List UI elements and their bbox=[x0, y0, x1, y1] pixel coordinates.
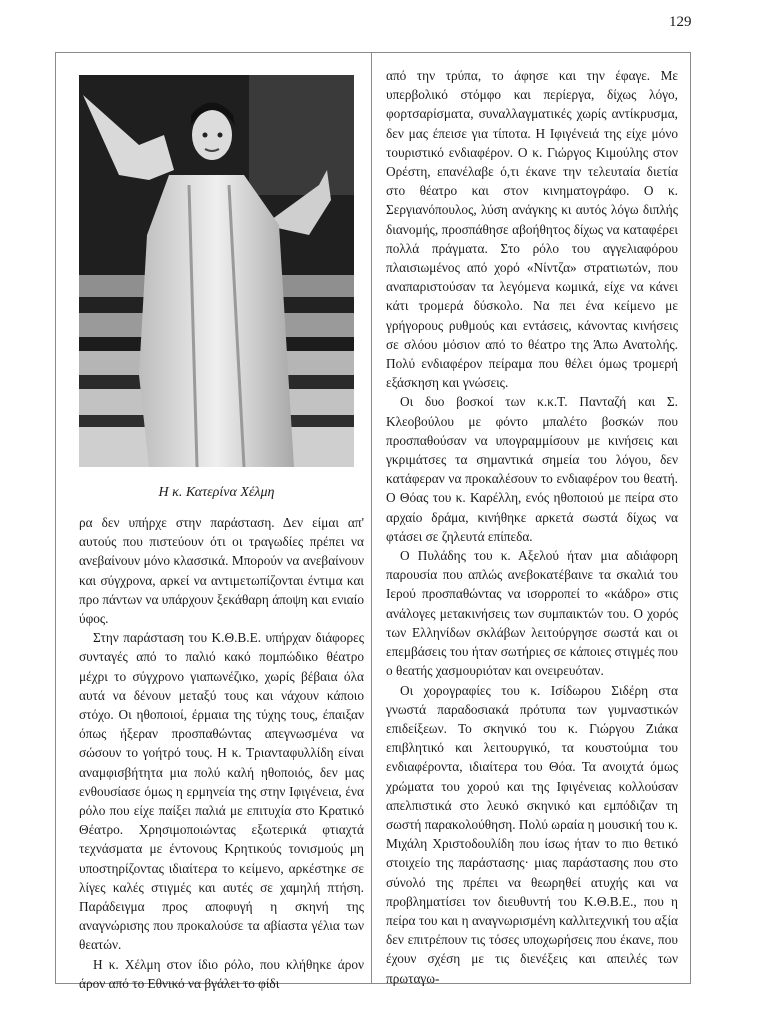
paragraph: Η κ. Χέλμη στον ίδιο ρόλο, που κλήθηκε άρον άρον από το Εθνικό να βγάλει το φίδι bbox=[79, 956, 364, 991]
paragraph: Ο Πυλάδης του κ. Αξελού ήταν μια αδιάφορη παρουσία που απλώς ανεβοκατέβαινε τα σκαλιά του Ιερού προσπαθώντας να ισορροπεί το «κάδρο» στις ανάλογες μετακινήσεις των συμπαικτών του. Ο χορός των Ελληνίδων σκλάβων λειτούργησε σωστά και οι επεμβάσεις του ήταν σωτήριες σε κάποιες στιγμές που ο θεατής χασμουριόταν και ονειρευόταν. bbox=[386, 548, 678, 679]
left-column bbox=[79, 513, 364, 993]
right-column bbox=[386, 66, 678, 988]
photo-caption: Η κ. Κατερίνα Χέλμη bbox=[158, 485, 275, 500]
paragraph: από την τρύπα, το άφησε και την έφαγε. Με υπερβολικό στόμφο και περίεργα, δίχως λόγο, φορτσαρίσματα, συναλλαγματικές χωρίς αντίκρυσμα, δεν μας έπεισε για τίποτα. Η Ιφιγένειά της είχε μόνο τουριστικό ενδιαφέρον. Ο κ. Γιώργος Κιμούλης στον Ορέστη, επανέλαβε ό,τι έκανε την τελευταία διετία στο θέατρο και στον κινηματογράφο. Ο κ. Σεργιανόπουλος, λύση ανάγκης κι αυτός λόγω διπλής διανομής, προσπάθησε αβοήθητος δίχως να καταφέρει πολλά πράγματα. Στο ρόλο του αγγελιαφόρου πλαισιωμένος από χορό «Νίντζα» στρατιωτών, που αναπαριστούσαν τα λεγόμενα κωμικά, είχε να κάνει κάτι τρομερά δύσκολο. Να πει ένα κείμενο με γρήγορους ρυθμούς και εντάσεις, κάνοντας κινήσεις σε σλόου μόσιον από το θέατρο της Άπω Ανατολής. Πολύ ενδιαφέρον πείραμα που θέλει όμως τρομερή εξάσκηση και γνώσεις. bbox=[386, 68, 678, 391]
actress-photo bbox=[79, 75, 354, 467]
paragraph: Οι δυο βοσκοί των κ.κ.Τ. Πανταζή και Σ. Κλεοβούλου με φόντο μπαλέτο βοσκών που προσπαθούσαν να υπογραμμίσουν με κινήσεις και γκριμάτσες τα σημαντικά σημεία του λόγου, δεν κατάφεραν να προκαλέσουν το ενδιαφέρον του θεατή. Ο Θόας του κ. Καρέλλη, ενός ηθοποιού με πείρα στο αρχαίο δράμα, κινήθηκε αρκετά σωστά δίχως να φτάσει σε ζηλευτά επίπεδα. bbox=[386, 394, 678, 544]
paragraph: Στην παράσταση του Κ.Θ.Β.Ε. υπήρχαν διάφορες συνταγές από το παλιό κακό πομπώδικο θέατρο μέχρι το σύγχρονο γιαπωνέζικο, χωρίς βέβαια όλα αυτά να δένουν μεταξύ τους και νάχουν κάποιο στόχο. Οι ηθοποιοί, έρμαια της τύχης τους, έπαιξαν όπως ήξεραν προσπαθώντας απεγνωσμένα να σώσουν το γοήτρό τους. Η κ. Τριανταφυλλίδη είναι αναμφισβήτητα μια πολύ καλή ηθοποιός, δεν μας ενθουσίασε όμως η ερμηνεία της στην Ιφιγένεια, ένα ρόλο που είχε παίξει παλιά με επιτυχία στο Κρατικό Θέατρο. Χρησιμοποιώντας εξωτερικά φτιαχτά τεχνάσματα με έντονους Κρητικούς τονισμούς μη υποστηρίζοντας ιδιαίτερα το κείμενο, αρκέστηκε σε λίγες καλές στιγμές και αυτές σε χαμηλή πτήση. Παράδειγμα προς αποφυγή η σκηνή της αναγνώρισης που προκαλούσε τα αβίαστα γέλια των θεατών. bbox=[79, 630, 364, 953]
page-number: 129 bbox=[669, 14, 692, 30]
paragraph: ρα δεν υπήρχε στην παράσταση. Δεν είμαι απ' αυτούς που πιστεύουν ότι οι τραγωδίες πρέπει να ανεβαίνουν μόνο κλασσικά. Μπορούν να ανεβαίνουν και σύγχρονα, αρκεί να αντιμετωπίζονται έντιμα και προ πάντων να υπάρχουν ξεκάθαρη άποψη και ενιαίο ύφος. bbox=[79, 515, 364, 627]
paragraph: Οι χορογραφίες του κ. Ισίδωρου Σιδέρη στα γνωστά παραδοσιακά πρότυπα των γυμναστικών επιδείξεων. Το σκηνικό του κ. Γιώργου Ζιάκα επιβλητικό και λειτουργικό, τα κουστούμια του ενδιαφέροντα, ιδιαίτερα του Θόα. Τα ανοιχτά όμως χρώματα του χορού και της Ιφιγένειας κολλούσαν απελπιστικά στο λευκό σκηνικό και εμπόδιζαν τη σωστή παρακολούθηση. Πολύ ωραία η μουσική του κ. Μιχάλη Χριστοδουλίδη που ίσως ήταν το πιο θετικό στοιχείο της παράστασης· μιας παράστασης που στο σύνολό της πρέπει να θεωρηθεί ατυχής και να προβληματίσει τον διευθυντή του Κ.Θ.Β.Ε., που η πείρα του και η αναγνωρισμένη καλλιτεχνική του αξία δεν επιτρέπουν τις τόσες υποχωρήσεις που έκανε, που έχουν σχέση με τις διενέξεις και απειλές των πρωταγω- bbox=[386, 682, 678, 986]
column-divider bbox=[371, 52, 372, 984]
